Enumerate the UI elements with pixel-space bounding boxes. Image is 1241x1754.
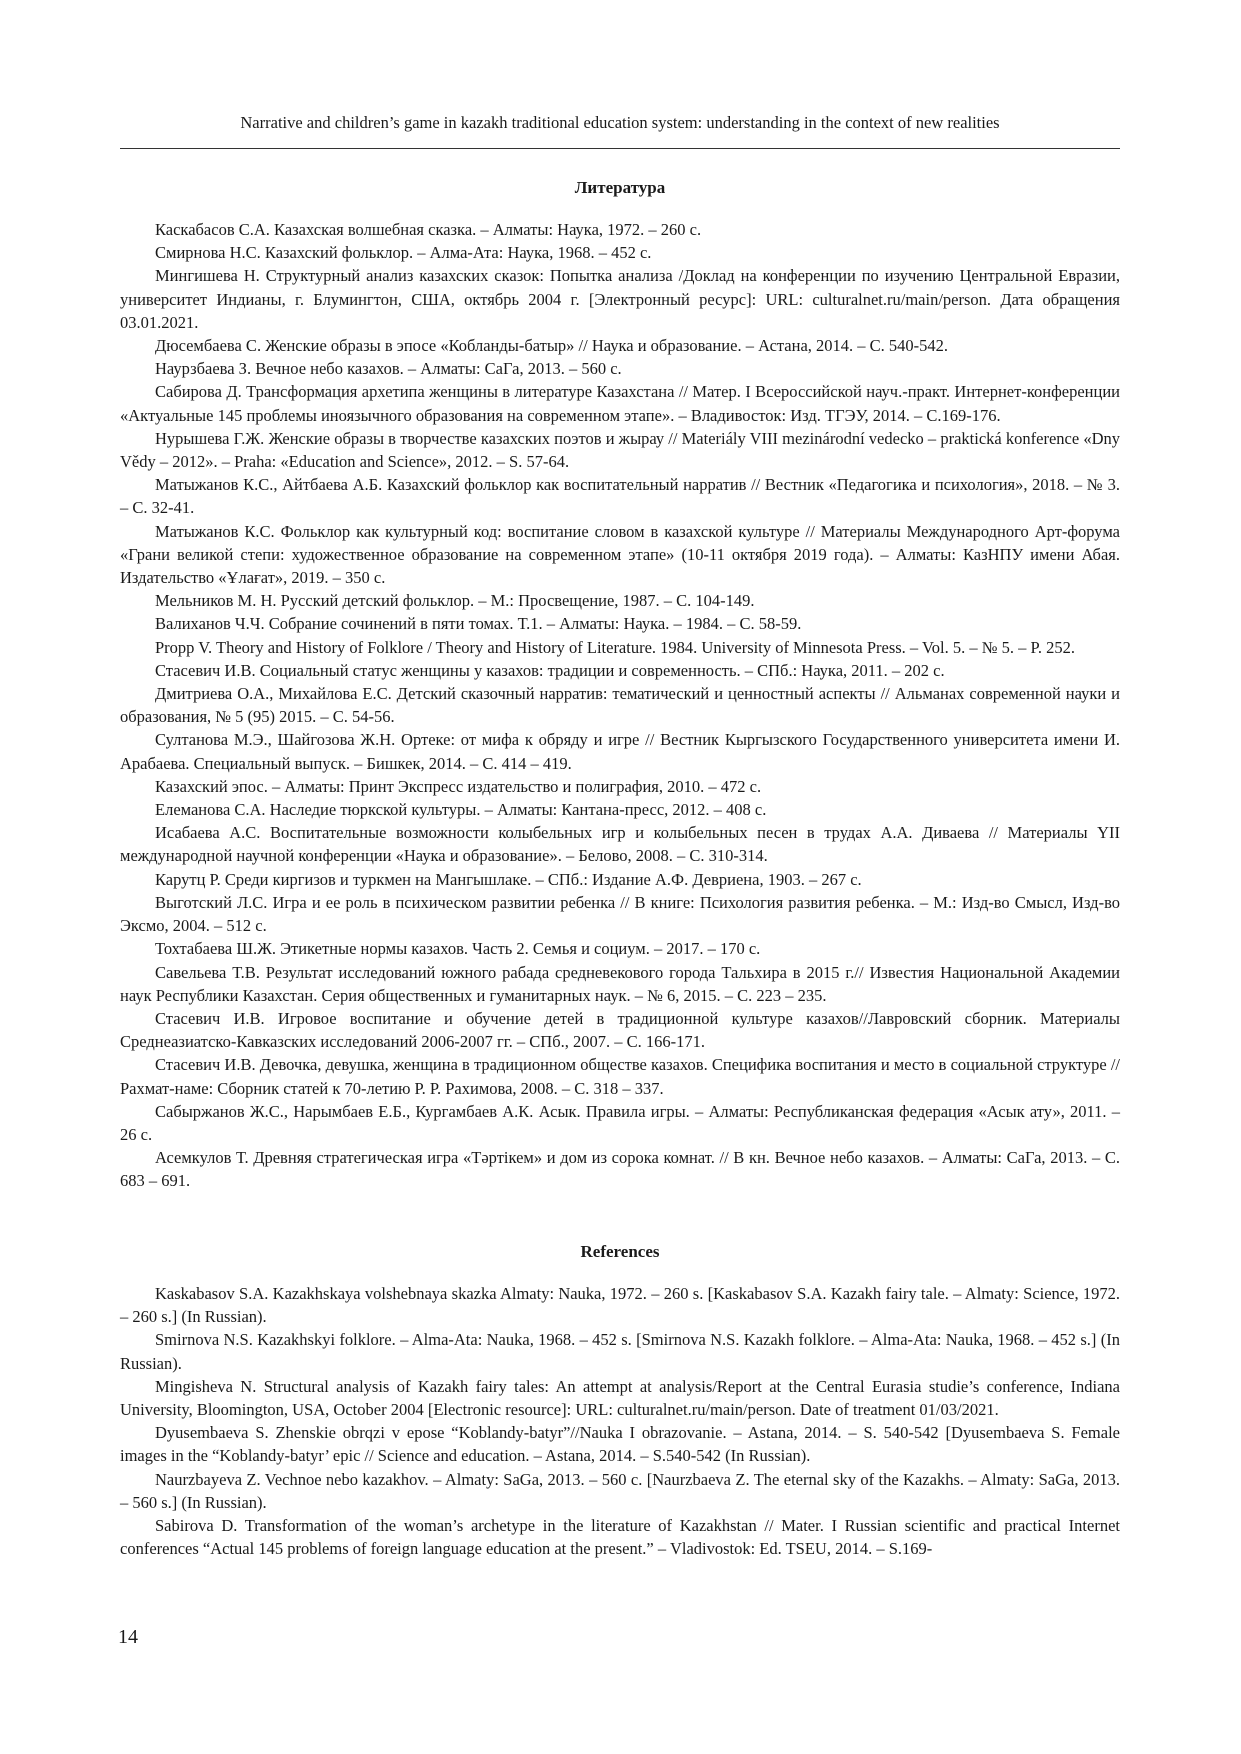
reference-item: Smirnova N.S. Kazakhskyi folklore. – Alma-Ata: Nauka, 1968. – 452 s. [Smirnova N.S. Kazakh folklore. – Alma-Ata: Nauka, 1968. – 452 s.] (In Russian). [120, 1330, 1120, 1373]
literature-item: Стасевич И.В. Игровое воспитание и обучение детей в традиционной культуре казахов//Лавровский сборник. Материалы Среднеазиатско-Кавказских исследований 2006-2007 гг. – СПб., 2007. – С. 166-171. [120, 1008, 1120, 1052]
literature-item: Стасевич И.В. Девочка, девушка, женщина в традиционном обществе казахов. Специфика воспитания и место в социальной структуре // Рахмат-наме: Сборник статей к 70-летию Р. Р. Рахимова, 2008. – С. 318 – 337. [120, 1055, 1120, 1098]
literature-item: Казахский эпос. – Алматы: Принт Экспресс издательство и полиграфия, 2010. – 472 с. [155, 776, 762, 796]
literature-list [120, 218, 1120, 1193]
reference-item: Naurzbayeva Z. Vechnoe nebo kazakhov. – Almaty: SaGa, 2013. – 560 c. [Naurzbaeva Z. The eternal sky of the Kazakhs. – Almaty: SaGa, 2013. – 560 s.] (In Russian). [120, 1469, 1120, 1512]
literature-item: Дюсембаева С. Женские образы в эпосе «Кобланды-батыр» // Наука и образование. – Астана, 2014. – С. 540-542. [155, 336, 949, 356]
literature-item: Матыжанов К.С. Фольклор как культурный код: воспитание словом в казахской культуре // Материалы Международного Арт-форума «Грани великой степи: художественное образование на современном этапе» (10-11 октября 2019 года). – Алматы: КазНПУ имени Абая. Издательство «Ұлағат», 2019. – 350 с. [120, 521, 1120, 588]
literature-item: Елеманова С.А. Наследие тюркской культуры. – Алматы: Кантана-пресс, 2012. – 408 с. [155, 800, 767, 820]
literature-item: Мельников М. Н. Русский детский фольклор. – М.: Просвещение, 1987. – С. 104-149. [155, 591, 755, 611]
literature-item: Сабыржанов Ж.С., Нарымбаев Е.Б., Кургамбаев А.К. Асык. Правила игры. – Алматы: Республиканская федерация «Асык ату», 2011. – 26 с. [120, 1101, 1120, 1144]
literature-item: Propp V. Theory and History of Folklore / Theory and History of Literature. 1984. University of Minnesota Press. – Vol. 5. – № 5. – P. 252. [155, 637, 1075, 657]
references-list [120, 1282, 1120, 1560]
literature-item: Мингишева Н. Структурный анализ казахских сказок: Попытка анализа /Доклад на конференции по изучению Центральной Евразии, университет Индианы, г. Блумингтон, США, октябрь 2004 г. [Электронный ресурс]: URL: culturalnet.ru/main/person. Дата обращения 03.01.2021. [120, 266, 1120, 332]
literature-item: Смирнова Н.С. Казахский фольклор. – Алма-Ата: Наука, 1968. – 452 с. [155, 243, 652, 263]
literature-item: Султанова М.Э., Шайгозова Ж.Н. Ортеке: от мифа к обряду и игре // Вестник Кыргызского Государственного университета имени И. Арабаева. Специальный выпуск. – Бишкек, 2014. – С. 414 – 419. [120, 730, 1120, 773]
literature-item: Асемкулов Т. Древняя стратегическая игра «Тәртікем» и дом из сорока комнат. // В кн. Вечное небо казахов. – Алматы: СаГа, 2013. – С. 683 – 691. [120, 1148, 1120, 1191]
references-heading: References [580, 1242, 660, 1261]
literature-item: Матыжанов К.С., Айтбаева А.Б. Казахский фольклор как воспитательный нарратив // Вестник «Педагогика и психология», 2018. – № 3. – С. 32-41. [120, 475, 1120, 518]
literature-section [120, 176, 1120, 1193]
literature-item: Дмитриева О.А., Михайлова Е.С. Детский сказочный нарратив: тематический и ценностный аспекты // Альманах современной науки и образования, № 5 (95) 2015. – С. 54-56. [120, 684, 1120, 727]
literature-item: Нурышева Г.Ж. Женские образы в творчестве казахских поэтов и жырау // Materiály VIII mezinárodní vedecko – praktická konference «Dny Vědy – 2012». – Praha: «Education and Science», 2012. – S. 57-64. [120, 428, 1120, 472]
reference-item: Mingisheva N. Structural analysis of Kazakh fairy tales: An attempt at analysis/Report at the Central Eurasia studie’s conference, Indiana University, Bloomington, USA, October 2004 [Electronic resource]: URL: culturalnet.ru/main/person. Date of treatment 01/03/2021. [120, 1376, 1120, 1420]
literature-item: Савельева Т.В. Результат исследований южного рабада средневекового города Тальхира в 2015 г.// Известия Национальной Академии наук Республики Казахстан. Серия общественных и гуманитарных наук. – № 6, 2015. – С. 223 – 235. [120, 962, 1120, 1005]
literature-item: Сабирова Д. Трансформация архетипа женщины в литературе Казахстана // Матер. I Всероссийской науч.-практ. Интернет-конференции «Актуальные 145 проблемы иноязычного образования на современном этапе». – Владивосток: Изд. ТГЭУ, 2014. – С.169-176. [120, 382, 1120, 425]
literature-item: Валиханов Ч.Ч. Собрание сочинений в пяти томах. Т.1. – Алматы: Наука. – 1984. – С. 58-59. [155, 614, 802, 634]
running-header: Narrative and children’s game in kazakh traditional education system: understanding in the context of new realities [240, 113, 1000, 132]
reference-item: Sabirova D. Transformation of the woman’s archetype in the literature of Kazakhstan // Mater. I Russian scientific and practical Internet conferences “Actual 145 problems of foreign language education at the present.” – Vladivostok: Ed. TSEU, 2014. – S.169- [120, 1516, 1120, 1559]
reference-item: Kaskabasov S.A. Kazakhskaya volshebnaya skazka Almaty: Nauka, 1972. – 260 s. [Kaskabasov S.A. Kazakh fairy tale. – Almaty: Science, 1972. – 260 s.] (In Russian). [120, 1284, 1120, 1327]
literature-item: Стасевич И.В. Социальный статус женщины у казахов: традиции и современность. – СПб.: Наука, 2011. – 202 с. [155, 660, 945, 680]
literature-heading: Литература [574, 178, 666, 197]
references-section [120, 1240, 1120, 1560]
reference-item: Dyusembaeva S. Zhenskie obrqzi v epose “Koblandy-batyr”//Nauka I obrazovanie. – Astana, 2014. – S. 540-542 [Dyusembaeva S. Female images in the “Koblandy-batyr’ epic // Science and education. – Astana, 2014. – S.540-542 (In Russian). [120, 1423, 1120, 1466]
header-divider [120, 148, 1120, 149]
literature-item: Тохтабаева Ш.Ж. Этикетные нормы казахов. Часть 2. Семья и социум. – 2017. – 170 с. [155, 939, 761, 959]
page-number: 14 [118, 1626, 138, 1648]
literature-item: Каскабасов С.А. Казахская волшебная сказка. – Алматы: Наука, 1972. – 260 с. [155, 220, 702, 239]
literature-item: Выготский Л.С. Игра и ее роль в психическом развитии ребенка // В книге: Психология развития ребенка. – М.: Изд-во Смысл, Изд-во Эксмо, 2004. – 512 с. [120, 892, 1120, 936]
literature-item: Карутц Р. Среди киргизов и туркмен на Мангышлаке. – СПб.: Издание А.Ф. Девриена, 1903. – 267 с. [155, 869, 862, 889]
literature-item: Наурзбаева З. Вечное небо казахов. – Алматы: СаГа, 2013. – 560 с. [155, 359, 622, 379]
literature-item: Исабаева А.С. Воспитательные возможности колыбельных игр и колыбельных песен в трудах А.А. Диваева // Материалы YII международной научной конференции «Наука и образование». – Белово, 2008. – С. 310-314. [120, 823, 1120, 866]
